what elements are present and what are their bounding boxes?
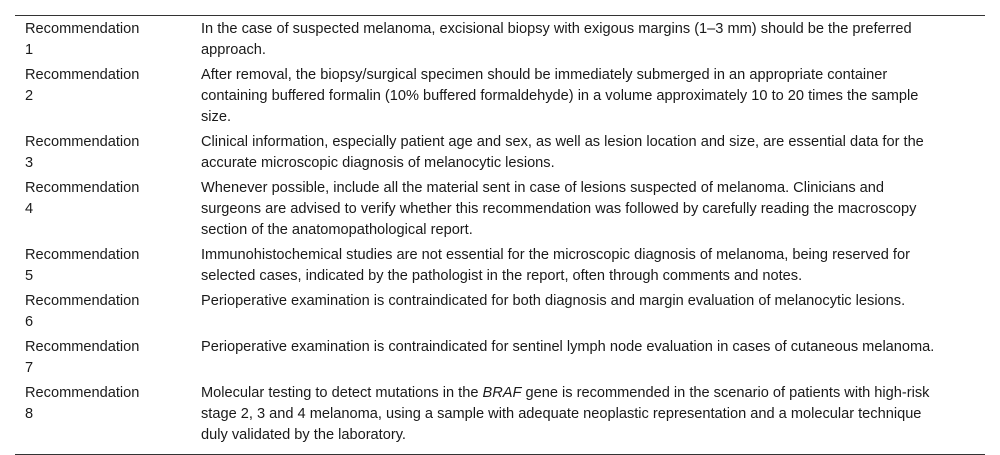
recommendation-label-number: 1 — [25, 42, 34, 58]
recommendation-text-cell — [201, 336, 985, 382]
table-row — [15, 177, 985, 244]
recommendation-label-word: Recommendation — [25, 180, 140, 196]
recommendation-label-cell — [15, 244, 201, 290]
recommendation-text: Clinical information, especially patient age and sex, as well as lesion location and size, are essential data for the accurate microscopic diagnosis of melanocytic lesions. — [201, 134, 924, 171]
recommendation-text: Immunohistochemical studies are not essential for the microscopic diagnosis of melanoma, being reserved for selected cases, indicated by the pathologist in the report, often through comments and notes. — [201, 247, 910, 284]
recommendation-text-cell — [201, 131, 985, 177]
table-row — [15, 18, 985, 64]
recommendation-label-cell — [15, 177, 201, 244]
table-row — [15, 382, 985, 449]
recommendation-label-word: Recommendation — [25, 339, 140, 355]
table-row — [15, 131, 985, 177]
recommendation-text-cell — [201, 244, 985, 290]
recommendation-text: Perioperative examination is contraindicated for both diagnosis and margin evaluation of melanocytic lesions. — [201, 293, 906, 309]
recommendation-label-cell — [15, 18, 201, 64]
recommendation-label-number: 3 — [25, 155, 34, 171]
recommendation-label-number: 8 — [25, 406, 34, 422]
recommendation-text: After removal, the biopsy/surgical specimen should be immediately submerged in an appropriate container containing buffered formalin (10% buffered formaldehyde) in a volume approximately 10 to 20 times the sample size. — [201, 67, 919, 125]
gene-name-italic: BRAF — [482, 385, 522, 401]
recommendation-label-number: 7 — [25, 360, 34, 376]
recommendation-label-cell — [15, 336, 201, 382]
recommendation-text-cell — [201, 177, 985, 244]
recommendation-label-cell — [15, 131, 201, 177]
table-row — [15, 64, 985, 131]
table-row — [15, 336, 985, 382]
recommendations-table — [15, 18, 985, 449]
recommendation-text: In the case of suspected melanoma, excisional biopsy with exigous margins (1–3 mm) should be the preferred approach. — [201, 21, 912, 58]
recommendation-label-cell — [15, 290, 201, 336]
recommendation-label-word: Recommendation — [25, 385, 140, 401]
recommendation-text: Molecular testing to detect mutations in the — [201, 385, 483, 401]
table-row — [15, 244, 985, 290]
recommendation-label-word: Recommendation — [25, 21, 140, 37]
recommendation-label-number: 6 — [25, 314, 34, 330]
recommendation-label-word: Recommendation — [25, 67, 140, 83]
recommendation-text: Perioperative examination is contraindicated for sentinel lymph node evaluation in cases of cutaneous melanoma. — [201, 339, 935, 355]
recommendation-text: Whenever possible, include all the material sent in case of lesions suspected of melanoma. Clinicians and surgeons are advised to verify whether this recommendation was followed by carefully reading the macroscopy section of the anatomopathological report. — [201, 180, 917, 238]
recommendation-text-cell — [201, 18, 985, 64]
recommendations-table-body — [15, 18, 985, 449]
recommendation-label-cell — [15, 64, 201, 131]
recommendation-label-word: Recommendation — [25, 134, 140, 150]
recommendation-label-number: 2 — [25, 88, 34, 104]
recommendation-text: gene is recommended in the scenario of patients with high-risk stage 2, 3 and 4 melanoma, using a sample with adequate neoplastic representation and a molecular technique duly validated by the laboratory. — [201, 385, 930, 443]
recommendation-label-word: Recommendation — [25, 247, 140, 263]
table-row — [15, 290, 985, 336]
recommendation-text-cell — [201, 64, 985, 131]
recommendations-table-container — [15, 15, 985, 455]
recommendation-label-word: Recommendation — [25, 293, 140, 309]
recommendation-text-cell — [201, 290, 985, 336]
recommendation-label-number: 5 — [25, 268, 34, 284]
recommendation-text-cell — [201, 382, 985, 449]
recommendation-label-number: 4 — [25, 201, 34, 217]
recommendation-label-cell — [15, 382, 201, 449]
